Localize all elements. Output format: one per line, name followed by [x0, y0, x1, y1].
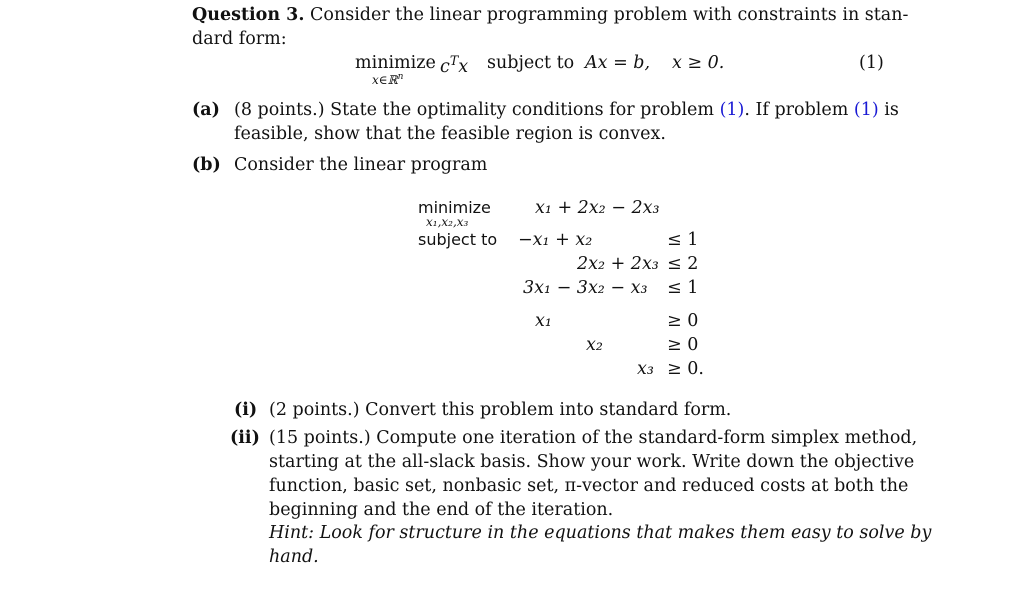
lp-nonneg-x2-var: x₂ — [586, 335, 603, 355]
lp-nonneg-x1-var: x₁ — [535, 311, 552, 331]
std-form-obj-sup: T — [449, 53, 459, 68]
subpart-i-label: (i) — [234, 400, 258, 420]
subpart-ii-line: (15 points.) Compute one iteration of the standard-form simplex method, — [269, 428, 918, 448]
lp-constraint-2-rhs: ≤ 2 — [667, 254, 699, 274]
part-a-line1 — [234, 100, 899, 122]
part-b-label: (b) — [192, 155, 221, 175]
subpart-i-text: (2 points.) Convert this problem into standard form. — [269, 400, 732, 420]
std-form-constraint-nonneg: x ≥ 0. — [672, 53, 725, 73]
subpart-ii-line: beginning and the end of the iteration. — [269, 500, 614, 520]
hint-line: hand. — [269, 547, 319, 567]
std-form-obj-x: x — [458, 56, 469, 77]
part-a-label: (a) — [192, 100, 220, 120]
subpart-ii-line: starting at the all-slack basis. Show your work. Write down the objective — [269, 452, 915, 472]
std-form-minimize — [355, 53, 436, 75]
lp-constraint-1-rhs: ≤ 1 — [667, 230, 699, 250]
hint-line: Hint: Look for structure in the equations that makes them easy to solve by — [269, 523, 932, 543]
std-form-subject-to: subject to — [487, 53, 575, 73]
subpart-ii-label: (ii) — [230, 428, 260, 448]
question-intro-line1: Consider the linear programming problem with constraints in stan- — [310, 5, 909, 25]
subpart-ii-line: function, basic set, nonbasic set, π-vector and reduced costs at both the — [269, 476, 909, 496]
std-form-constraint-eq: Ax = b, — [585, 53, 651, 73]
part-a-text1: State the optimality conditions for problem — [330, 100, 715, 120]
lp-nonneg-x3-rhs: ≥ 0. — [667, 359, 704, 379]
question-label: Question 3. — [192, 5, 305, 25]
lp-objective: x₁ + 2x₂ − 2x₃ — [535, 198, 660, 218]
lp-nonneg-x2-rhs: ≥ 0 — [667, 335, 699, 355]
question-intro-line2: dard form: — [192, 29, 287, 49]
equation-ref-link[interactable]: (1) — [719, 100, 745, 120]
question-heading — [192, 5, 908, 27]
lp-constraint-3-rhs: ≤ 1 — [667, 278, 699, 298]
std-form-under-sup: n — [397, 72, 404, 82]
part-a-text2: . If problem — [744, 100, 849, 120]
lp-subject-to: subject to — [418, 230, 498, 249]
lp-constraint-3-expr: 3x₁ − 3x₂ − x₃ — [523, 278, 648, 298]
std-form-under: x∈ℝ$^n$ — [372, 72, 404, 87]
lp-nonneg-x3-var: x₃ — [637, 359, 654, 379]
part-b-text: Consider the linear program — [234, 155, 488, 175]
lp-nonneg-x1-rhs: ≥ 0 — [667, 311, 699, 331]
std-form-objective — [440, 53, 468, 79]
part-a-text3: is — [884, 100, 899, 120]
lp-minimize-word: minimize — [418, 198, 491, 217]
lp-constraint-2-expr: 2x₂ + 2x₃ — [577, 254, 659, 274]
std-form-minimize-word: minimize — [355, 53, 436, 73]
equation-number: (1) — [859, 53, 884, 73]
lp-under-vars: x₁,x₂,x₃ — [426, 215, 469, 229]
lp-constraint-1-expr: −x₁ + x₂ — [518, 230, 593, 250]
std-form-obj-c: c — [440, 56, 450, 77]
part-a-points: (8 points.) — [234, 100, 325, 120]
part-a-line2: feasible, show that the feasible region is convex. — [234, 124, 666, 144]
equation-ref-link[interactable]: (1) — [853, 100, 879, 120]
